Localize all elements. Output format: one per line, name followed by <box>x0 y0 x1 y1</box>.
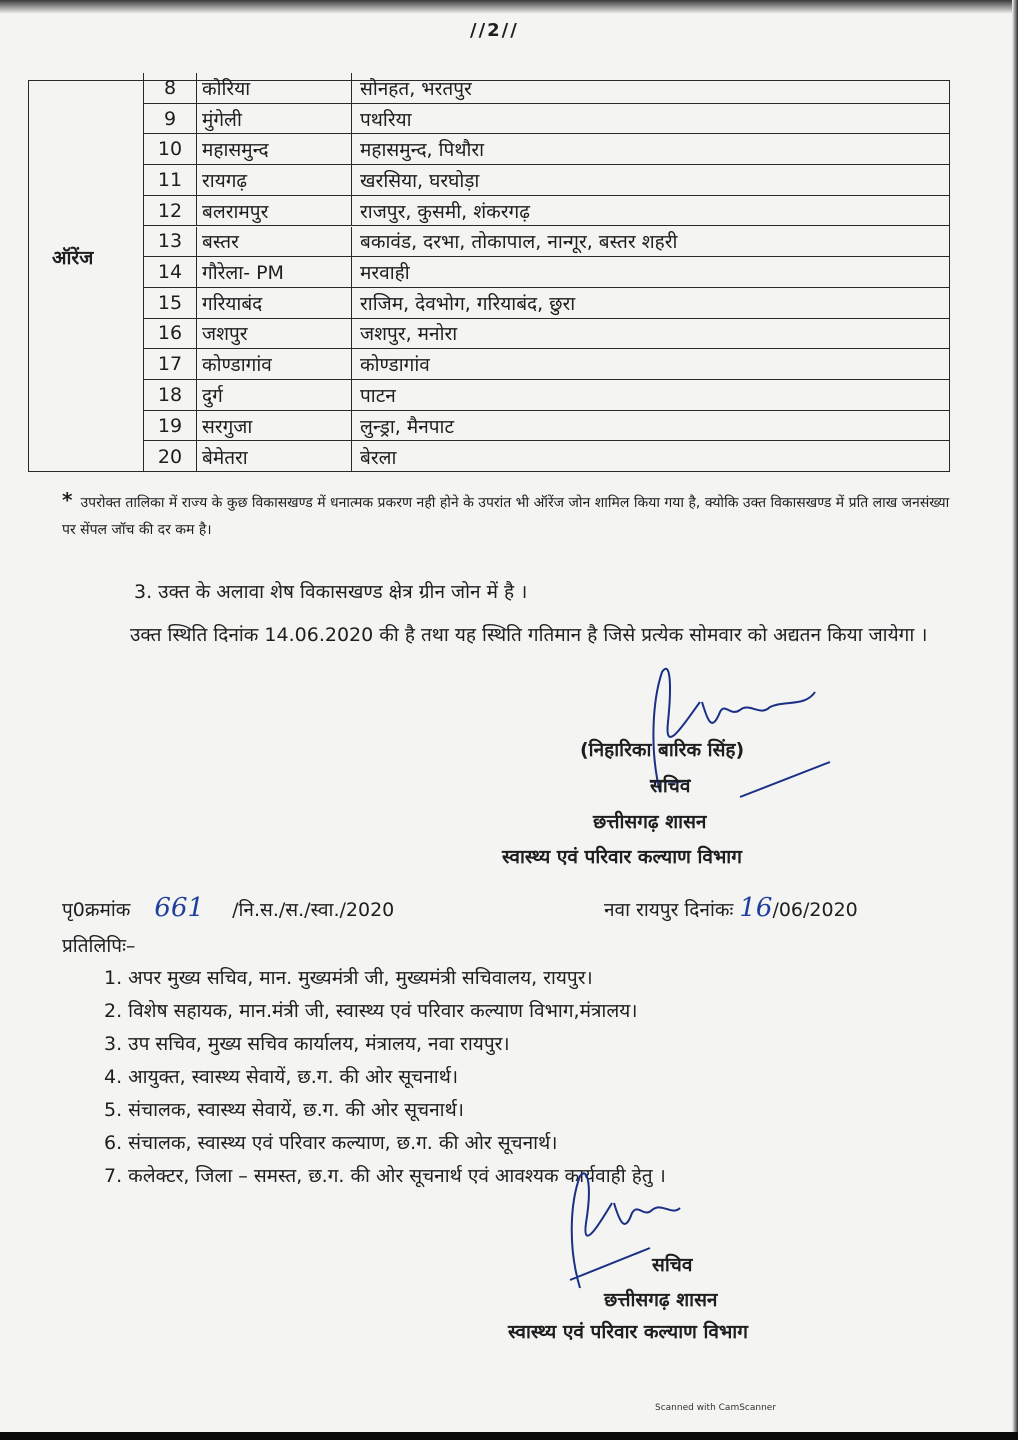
table-row <box>144 319 949 350</box>
order-number: 661 <box>154 893 205 923</box>
table-row <box>144 288 949 319</box>
copy-to-item: 3. उप सचिव, मुख्य सचिव कार्यालय, मंत्रालय, नवा रायपुर। <box>104 1033 510 1055</box>
copy-to-item: 2. विशेष सहायक, मान.मंत्री जी, स्वास्थ्य एवं परिवार कल्याण विभाग,मंत्रालय। <box>104 1000 638 1022</box>
district-name: सरगुजा <box>197 411 352 441</box>
block-names: कोण्डागांव <box>360 354 430 377</box>
district-name: गरियाबंद <box>197 288 352 318</box>
signatory-govt: छत्तीसगढ़ शासन <box>593 811 707 833</box>
row-number: 13 <box>144 227 197 257</box>
copy-to-item: 7. कलेक्टर, जिला – समस्त, छ.ग. की ओर सूचनार्थ एवं आवश्यक कार्यवाही हेतु । <box>104 1165 666 1187</box>
order-day: 16 <box>739 893 773 923</box>
copy-to-item: 5. संचालक, स्वास्थ्य सेवायें, छ.ग. की ओर सूचनार्थ। <box>104 1099 464 1121</box>
status-paragraph: उक्त स्थिति दिनांक 14.06.2020 की है तथा यह स्थिति गतिमान है जिसे प्रत्येक सोमवार को अद्यतन किया जायेगा । <box>130 624 928 646</box>
district-name: कोण्डागांव <box>197 349 352 379</box>
block-names: लुन्ड्रा, मैनपाट <box>360 415 455 438</box>
block-names: राजिम, देवभोग, गरियाबंद, छुरा <box>360 292 576 315</box>
footnote-text: उपरोक्त तालिका में राज्य के कुछ विकासखण्ड में धनात्मक प्रकरण नही होने के उपरांत भी ऑरेंज जोन शामिल किया गया है, क्योकि उक्त विकासखण्ड में प्रति लाख जनसंख्या पर सेंपल जॉच की दर कम है। <box>62 495 950 538</box>
table-row <box>144 411 949 442</box>
signatory-2-designation: सचिव <box>652 1254 693 1276</box>
block-names: महासमुन्द, पिथौरा <box>360 139 485 162</box>
district-name: मुंगेली <box>197 104 352 134</box>
table-row <box>144 380 949 411</box>
table-row <box>144 134 949 165</box>
district-name: बलरामपुर <box>197 196 352 226</box>
zone-label: ऑरेंज <box>52 247 94 269</box>
table-row <box>144 165 949 196</box>
block-names: खरसिया, घरघोड़ा <box>360 169 480 192</box>
row-number: 14 <box>144 257 197 287</box>
order-place-date-label: नवा रायपुर दिनांकः <box>604 899 734 921</box>
block-names: जशपुर, मनोरा <box>360 323 458 346</box>
signatory-2-dept: स्वास्थ्य एवं परिवार कल्याण विभाग <box>508 1321 748 1343</box>
copy-to-item: 6. संचालक, स्वास्थ्य एवं परिवार कल्याण, छ.ग. की ओर सूचनार्थ। <box>104 1132 558 1154</box>
scanner-credit: Scanned with CamScanner <box>655 1403 777 1413</box>
row-number: 17 <box>144 349 197 379</box>
row-number: 11 <box>144 165 197 195</box>
district-name: दुर्ग <box>197 380 352 410</box>
paragraph-3: 3. उक्त के अलावा शेष विकासखण्ड क्षेत्र ग्रीन जोन में है । <box>134 581 528 603</box>
footnote-star: * <box>62 488 73 512</box>
table-row <box>144 227 949 258</box>
district-name: गौरेला- PM <box>197 257 352 287</box>
zone-table-grid <box>143 73 948 472</box>
copy-to-item: 1. अपर मुख्य सचिव, मान. मुख्यमंत्री जी, मुख्यमंत्री सचिवालय, रायपुर। <box>104 967 593 989</box>
order-prefix: पृ0क्रमांक <box>62 899 131 921</box>
copy-to-item: 4. आयुक्त, स्वास्थ्य सेवायें, छ.ग. की ओर सूचनार्थ। <box>104 1066 459 1088</box>
order-date-line <box>604 893 858 923</box>
block-names: बेरला <box>360 446 397 469</box>
scan-edge-top <box>0 0 1018 14</box>
block-names: बकावंड, दरभा, तोकापाल, नान्गूर, बस्तर शहरी <box>360 231 678 254</box>
row-number: 16 <box>144 319 197 349</box>
footnote <box>62 487 952 544</box>
block-names: पथरिया <box>360 108 412 131</box>
row-number: 12 <box>144 196 197 226</box>
district-name: जशपुर <box>197 319 352 349</box>
row-number: 10 <box>144 134 197 164</box>
order-date-rest: /06/2020 <box>772 899 858 921</box>
copy-to-title: प्रतिलिपिः– <box>62 935 136 957</box>
row-number: 9 <box>144 104 197 134</box>
table-row <box>144 73 949 104</box>
scan-edge-right <box>1012 0 1018 1440</box>
block-names: मरवाही <box>360 262 410 285</box>
block-names: राजपुर, कुसमी, शंकरगढ़ <box>360 200 530 223</box>
district-name: महासमुन्द <box>197 134 352 164</box>
table-row <box>144 441 949 472</box>
signatory-dept: स्वास्थ्य एवं परिवार कल्याण विभाग <box>502 846 742 868</box>
signature-2-mark <box>540 1168 720 1298</box>
district-name: बेमेतरा <box>197 441 352 472</box>
order-number-line <box>62 893 394 923</box>
table-row <box>144 196 949 227</box>
block-names: पाटन <box>360 384 396 407</box>
row-number: 19 <box>144 411 197 441</box>
district-name: कोरिया <box>197 73 352 103</box>
district-name: बस्तर <box>197 227 352 257</box>
row-number: 20 <box>144 441 197 472</box>
page-number: //2// <box>470 20 519 41</box>
district-name: रायगढ़ <box>197 165 352 195</box>
row-number: 8 <box>144 73 197 103</box>
signatory-2-govt: छत्तीसगढ़ शासन <box>604 1289 718 1311</box>
signatory-name: (निहारिका बारिक सिंह) <box>580 739 745 761</box>
signatory-designation: सचिव <box>650 775 691 797</box>
scan-edge-bottom <box>0 1432 1018 1440</box>
table-row <box>144 349 949 380</box>
block-names: सोनहत, भरतपुर <box>360 77 472 100</box>
table-row <box>144 104 949 135</box>
row-number: 15 <box>144 288 197 318</box>
copy-to-list <box>104 962 666 1193</box>
order-suffix: /नि.स./स./स्वा./2020 <box>232 899 395 921</box>
row-number: 18 <box>144 380 197 410</box>
table-row <box>144 257 949 288</box>
